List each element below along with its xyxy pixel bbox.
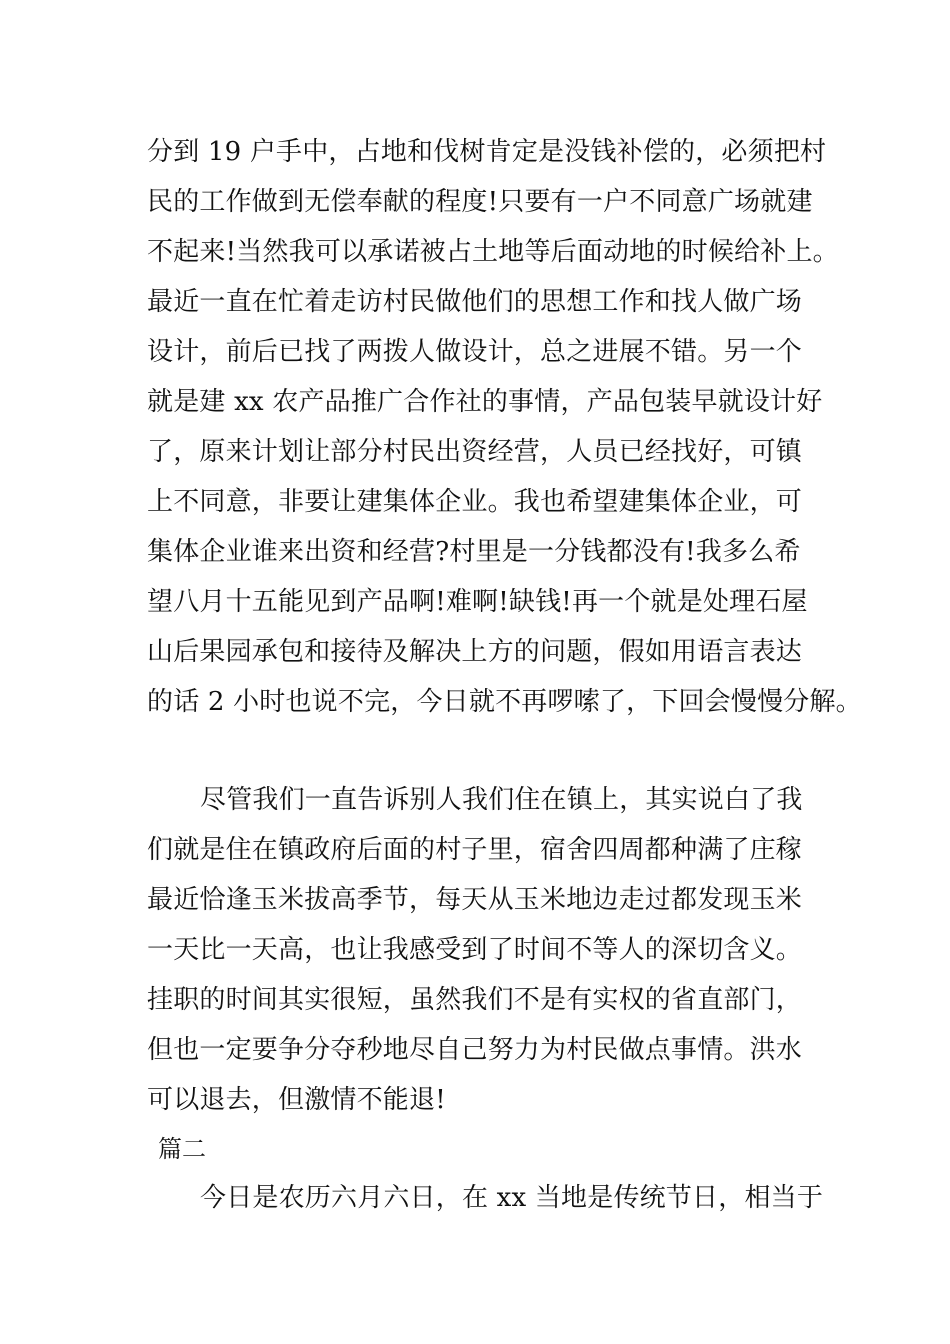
text-line: 民的工作做到无偿奉献的程度!只要有一户不同意广场就建 — [147, 187, 813, 217]
text-line: 尽管我们一直告诉别人我们住在镇上，其实说白了我 — [200, 785, 803, 815]
text-line: 最近一直在忙着走访村民做他们的思想工作和找人做广场 — [147, 287, 803, 317]
text-line: 望八月十五能见到产品啊!难啊!缺钱!再一个就是处理石屋 — [147, 587, 808, 617]
text-line: 的话 2 小时也说不完，今日就不再啰嗦了，下回会慢慢分解。 — [147, 687, 862, 717]
text-line: 就是建 xx 农产品推广合作社的事情，产品包装早就设计好 — [147, 387, 823, 417]
text-line: 了，原来计划让部分村民出资经营，人员已经找好，可镇 — [147, 437, 803, 467]
text-line: 但也一定要争分夺秒地尽自己努力为村民做点事情。洪水 — [147, 1035, 803, 1065]
text-line: 不起来!当然我可以承诺被占土地等后面动地的时候给补上。 — [147, 237, 839, 267]
text-line: 可以退去，但激情不能退! — [147, 1085, 446, 1115]
text-line: 最近恰逢玉米拔高季节，每天从玉米地边走过都发现玉米 — [147, 885, 803, 915]
text-line: 挂职的时间其实很短，虽然我们不是有实权的省直部门， — [147, 985, 803, 1015]
text-line: 山后果园承包和接待及解决上方的问题，假如用语言表达 — [147, 637, 803, 667]
text-line: 集体企业谁来出资和经营?村里是一分钱都没有!我多么希 — [147, 537, 801, 567]
text-line: 上不同意，非要让建集体企业。我也希望建集体企业，可 — [147, 487, 803, 517]
text-line: 一天比一天高，也让我感受到了时间不等人的深切含义。 — [147, 935, 803, 965]
text-line: 今日是农历六月六日，在 xx 当地是传统节日，相当于 — [200, 1183, 824, 1213]
text-line: 们就是住在镇政府后面的村子里，宿舍四周都种满了庄稼 — [147, 835, 803, 865]
text-line: 设计，前后已找了两拨人做设计，总之进展不错。另一个 — [147, 337, 803, 367]
section-heading: 篇二 — [158, 1135, 206, 1163]
text-line: 分到 19 户手中，占地和伐树肯定是没钱补偿的，必须把村 — [147, 137, 827, 167]
